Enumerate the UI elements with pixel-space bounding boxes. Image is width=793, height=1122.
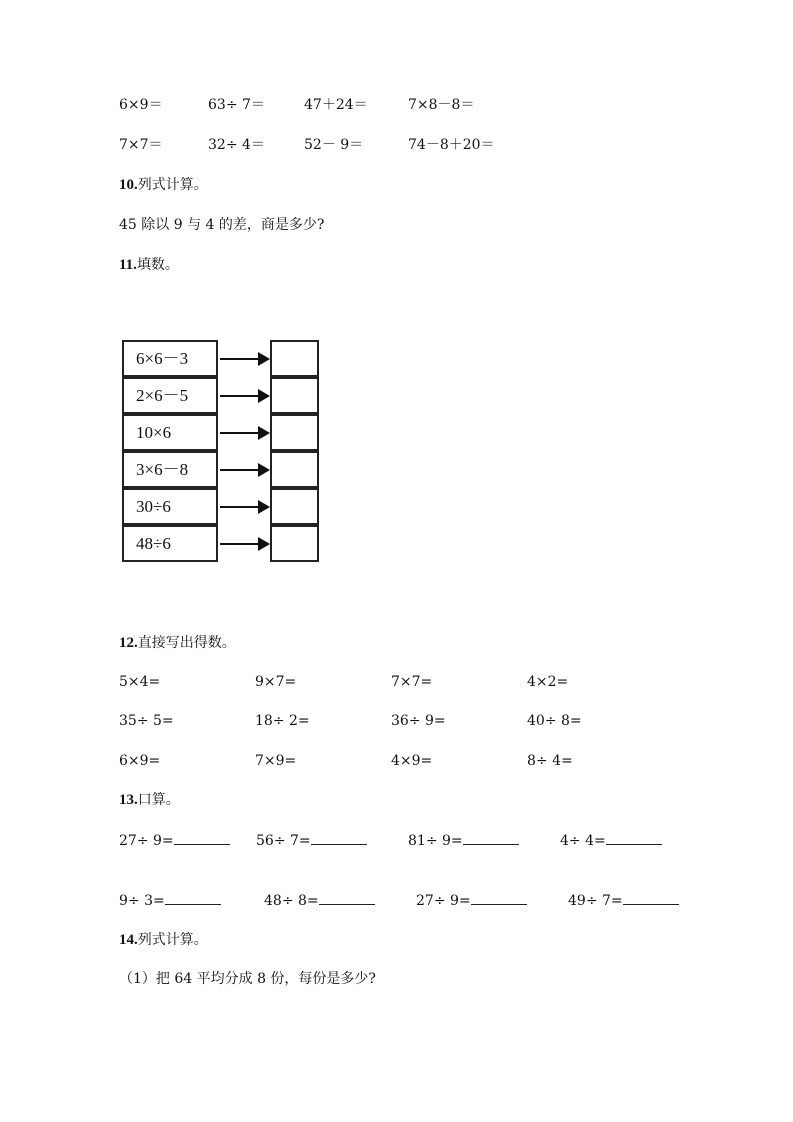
- oral-calc-item: [119, 891, 221, 910]
- calc-item: 63÷ 7＝: [208, 97, 265, 113]
- expression-box: 2×6－5: [122, 377, 218, 414]
- calc-item: 6×9=: [119, 753, 161, 769]
- arrow-icon: [220, 463, 270, 477]
- calc-item: 35÷ 5=: [119, 713, 174, 729]
- answer-blank[interactable]: [463, 831, 519, 845]
- question-14-heading: [119, 931, 208, 949]
- expression-box: 48÷6: [122, 525, 218, 562]
- oral-calc-item: [416, 891, 527, 910]
- calc-item: 5×4=: [119, 674, 161, 690]
- calc-item: 47＋24＝: [304, 97, 368, 113]
- oral-calc-expression: 9÷ 3=: [119, 893, 165, 909]
- question-12-heading: [119, 634, 236, 652]
- calc-item: 32÷ 4＝: [208, 137, 265, 153]
- question-10-text: 45 除以 9 与 4 的差，商是多少?: [119, 217, 325, 233]
- oral-calc-expression: 81÷ 9=: [408, 833, 463, 849]
- answer-box[interactable]: [270, 488, 319, 525]
- question-13-heading: [119, 791, 180, 809]
- calc-item: 74－8＋20＝: [408, 137, 495, 153]
- answer-box[interactable]: [270, 525, 319, 562]
- oral-calc-item: [256, 831, 367, 850]
- question-number: 13.: [119, 792, 138, 808]
- question-title: 直接写出得数。: [137, 635, 236, 651]
- calc-item: 36÷ 9=: [391, 713, 446, 729]
- calc-item: 4×2=: [527, 674, 569, 690]
- fill-number-diagram: [122, 340, 322, 568]
- calc-item: 8÷ 4=: [527, 753, 573, 769]
- calc-item: 4×9=: [391, 753, 433, 769]
- question-title: 填数。: [136, 257, 179, 273]
- question-14-sub: （1）把 64 平均分成 8 份，每份是多少?: [119, 971, 376, 987]
- oral-calc-item: [568, 891, 679, 910]
- calc-item: 7×8－8＝: [408, 97, 475, 113]
- answer-blank[interactable]: [311, 831, 367, 845]
- calc-item: 7×7＝: [119, 137, 163, 153]
- oral-calc-item: [119, 831, 230, 850]
- answer-box[interactable]: [270, 414, 319, 451]
- arrow-icon: [220, 537, 270, 551]
- oral-calc-item: [264, 891, 375, 910]
- answer-blank[interactable]: [606, 831, 662, 845]
- arrow-icon: [220, 352, 270, 366]
- question-number: 10.: [119, 177, 138, 193]
- answer-box[interactable]: [270, 377, 319, 414]
- calc-item: 18÷ 2=: [255, 713, 310, 729]
- answer-box[interactable]: [270, 451, 319, 488]
- question-11-heading: [119, 256, 179, 274]
- expression-box: 10×6: [122, 414, 218, 451]
- question-number: 12.: [119, 635, 138, 651]
- oral-calc-item: [408, 831, 519, 850]
- expression-box: 6×6－3: [122, 340, 218, 377]
- question-10-heading: [119, 176, 208, 194]
- question-title: 口算。: [137, 792, 180, 808]
- oral-calc-expression: 27÷ 9=: [119, 833, 174, 849]
- arrow-icon: [220, 500, 270, 514]
- calc-item: 6×9＝: [119, 97, 163, 113]
- question-number: 11.: [119, 257, 137, 273]
- question-number: 14.: [119, 932, 138, 948]
- answer-blank[interactable]: [623, 891, 679, 905]
- oral-calc-expression: 56÷ 7=: [256, 833, 311, 849]
- oral-calc-expression: 48÷ 8=: [264, 893, 319, 909]
- question-title: 列式计算。: [137, 177, 208, 193]
- calc-item: 7×7=: [391, 674, 433, 690]
- calc-item: 40÷ 8=: [527, 713, 582, 729]
- answer-blank[interactable]: [471, 891, 527, 905]
- oral-calc-expression: 4÷ 4=: [560, 833, 606, 849]
- answer-blank[interactable]: [174, 831, 230, 845]
- calc-item: 7×9=: [255, 753, 297, 769]
- calc-item: 52－ 9＝: [304, 137, 364, 153]
- answer-box[interactable]: [270, 340, 319, 377]
- arrow-icon: [220, 426, 270, 440]
- answer-blank[interactable]: [165, 891, 221, 905]
- oral-calc-expression: 49÷ 7=: [568, 893, 623, 909]
- arrow-icon: [220, 389, 270, 403]
- expression-box: 3×6－8: [122, 451, 218, 488]
- question-title: 列式计算。: [137, 932, 208, 948]
- answer-blank[interactable]: [319, 891, 375, 905]
- oral-calc-item: [560, 831, 662, 850]
- calc-item: 9×7=: [255, 674, 297, 690]
- oral-calc-expression: 27÷ 9=: [416, 893, 471, 909]
- expression-box: 30÷6: [122, 488, 218, 525]
